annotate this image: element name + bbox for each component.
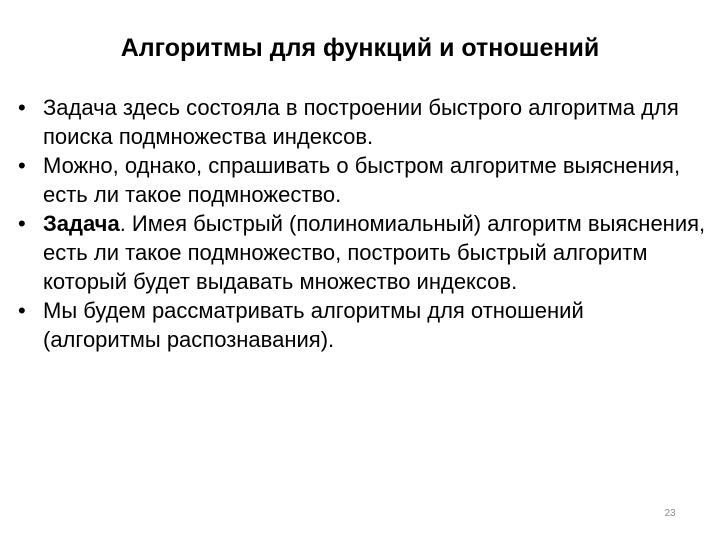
bullet-marker: • (18, 298, 26, 323)
bullet-text (43, 151, 706, 209)
bullet-marker: • (18, 153, 26, 178)
bullet-marker: • (18, 211, 26, 236)
bullet-text-content: Можно, однако, спрашивать о быстром алгоритме выяснения, есть ли такое подмножество. (43, 153, 681, 207)
bullet-text-content: Задача здесь состояла в построении быстрого алгоритма для поиска подмножества индексов. (43, 95, 679, 149)
bullet-marker: • (18, 95, 26, 120)
slide-title: Алгоритмы для функций и отношений (120, 34, 600, 62)
bullet-list (16, 93, 706, 354)
bullet-item-3 (16, 209, 706, 296)
bullet-item-1 (16, 93, 706, 151)
bullet-text (43, 93, 706, 151)
bullet-text-content: . Имея быстрый (полиномиальный) алгоритм выяснения, есть ли такое подмножество, построить быстрый алгоритм который будет выдавать множество индексов. (43, 211, 706, 294)
bullet-bold-prefix: Задача (43, 211, 120, 236)
bullet-item-4 (16, 296, 706, 354)
bullet-item-2 (16, 151, 706, 209)
bullet-text (43, 296, 706, 354)
bullet-text (43, 209, 706, 296)
slide-number: 23 (664, 508, 676, 519)
bullet-text-content: Мы будем рассматривать алгоритмы для отношений (алгоритмы распознавания). (43, 298, 584, 352)
